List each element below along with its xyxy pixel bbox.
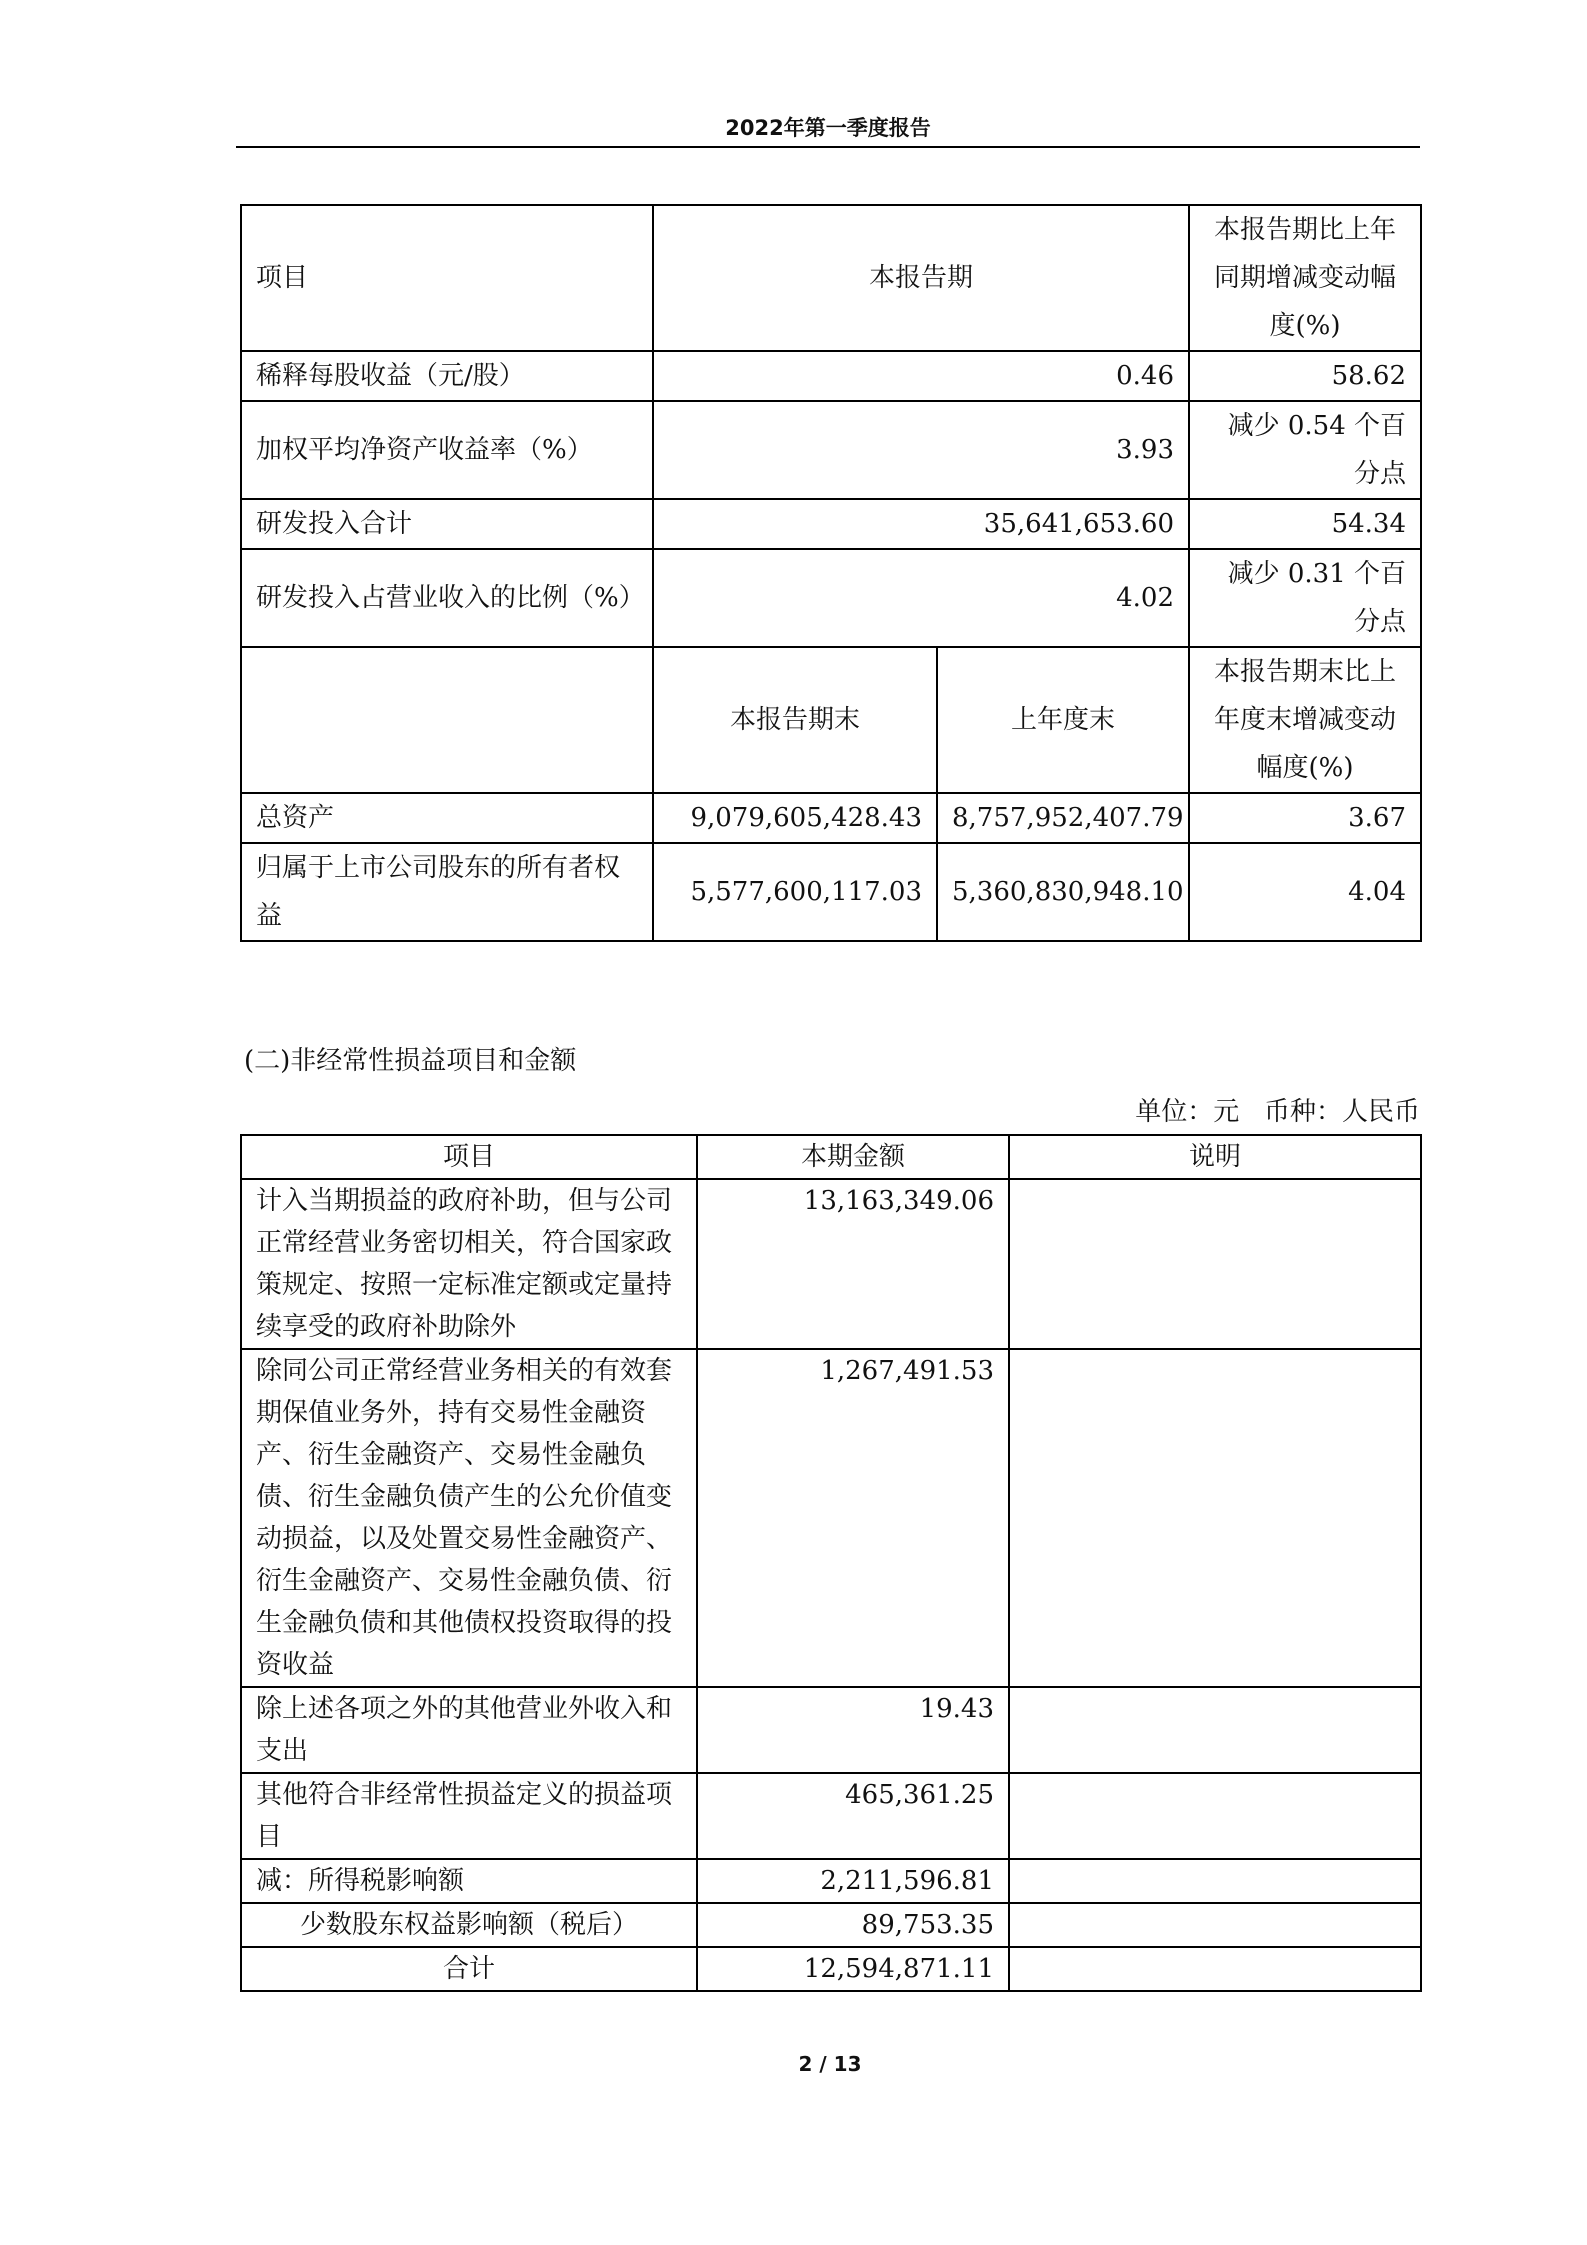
key-financials-table [240,204,1422,942]
row-amount: 13,163,349.06 [697,1179,1009,1349]
header-yoy-change: 本报告期比上年同期增减变动幅度(%) [1189,205,1421,351]
row-amount: 465,361.25 [697,1773,1009,1859]
row-change: 58.62 [1189,351,1421,401]
subheader-item [241,647,653,793]
header-note: 说明 [1009,1135,1421,1179]
section-title: (二)非经常性损益项目和金额 [244,1046,577,1076]
table-row [241,401,1421,499]
row-current: 4.02 [653,549,1189,647]
row-item: 归属于上市公司股东的所有者权益 [241,843,653,941]
row-item: 减：所得税影响额 [241,1859,697,1903]
page-number: 2 / 13 [798,2052,862,2076]
row-change: 3.67 [1189,793,1421,843]
row-amount: 89,753.35 [697,1903,1009,1947]
header-current-period: 本报告期 [653,205,1189,351]
header-item: 项目 [241,1135,697,1179]
table-row [241,1179,1421,1349]
row-item: 除上述各项之外的其他营业外收入和支出 [241,1687,697,1773]
row-amount: 1,267,491.53 [697,1349,1009,1687]
row-item: 研发投入合计 [241,499,653,549]
row-item: 其他符合非经常性损益定义的损益项目 [241,1773,697,1859]
report-header-title: 2022年第一季度报告 [725,116,931,140]
subheader-last-year-end: 上年度末 [937,647,1189,793]
row-current: 3.93 [653,401,1189,499]
row-item: 除同公司正常经营业务相关的有效套期保值业务外，持有交易性金融资产、衍生金融资产、交易性金融负债、衍生金融负债产生的公允价值变动损益，以及处置交易性金融资产、衍生金融资产、交易性金融负债、衍生金融负债和其他债权投资取得的投资收益 [241,1349,697,1687]
non-recurring-items-table [240,1134,1422,1992]
row-period-end: 5,577,600,117.03 [653,843,937,941]
table-row [241,499,1421,549]
unit-currency-note: 单位：元 币种：人民币 [1135,1097,1420,1127]
table-row [241,549,1421,647]
row-note [1009,1687,1421,1773]
row-note [1009,1179,1421,1349]
row-change: 减少 0.31 个百分点 [1189,549,1421,647]
table-row [241,793,1421,843]
header-amount: 本期金额 [697,1135,1009,1179]
table-row [241,351,1421,401]
row-amount: 2,211,596.81 [697,1859,1009,1903]
row-amount: 12,594,871.11 [697,1947,1009,1991]
row-note [1009,1349,1421,1687]
table-row [241,843,1421,941]
row-note [1009,1903,1421,1947]
table-row [241,1903,1421,1947]
row-current: 35,641,653.60 [653,499,1189,549]
table-row [241,1773,1421,1859]
row-note [1009,1773,1421,1859]
table-row [241,1859,1421,1903]
row-change: 54.34 [1189,499,1421,549]
row-item: 加权平均净资产收益率（%） [241,401,653,499]
table-header-row [241,1135,1421,1179]
row-item: 研发投入占营业收入的比例（%） [241,549,653,647]
table-subheader-row [241,647,1421,793]
row-last-year-end: 5,360,830,948.10 [937,843,1189,941]
table-row [241,1349,1421,1687]
row-last-year-end: 8,757,952,407.79 [937,793,1189,843]
row-change: 4.04 [1189,843,1421,941]
row-item: 少数股东权益影响额（税后） [241,1903,697,1947]
table-row [241,1687,1421,1773]
row-period-end: 9,079,605,428.43 [653,793,937,843]
row-change: 减少 0.54 个百分点 [1189,401,1421,499]
row-item: 稀释每股收益（元/股） [241,351,653,401]
subheader-period-end: 本报告期末 [653,647,937,793]
row-current: 0.46 [653,351,1189,401]
table-header-row [241,205,1421,351]
header-divider [236,146,1420,148]
row-item: 计入当期损益的政府补助，但与公司正常经营业务密切相关，符合国家政策规定、按照一定标准定额或定量持续享受的政府补助除外 [241,1179,697,1349]
row-item: 总资产 [241,793,653,843]
row-note [1009,1947,1421,1991]
table-total-row [241,1947,1421,1991]
subheader-change: 本报告期末比上年度末增减变动幅度(%) [1189,647,1421,793]
row-note [1009,1859,1421,1903]
row-amount: 19.43 [697,1687,1009,1773]
header-item: 项目 [241,205,653,351]
row-item: 合计 [241,1947,697,1991]
